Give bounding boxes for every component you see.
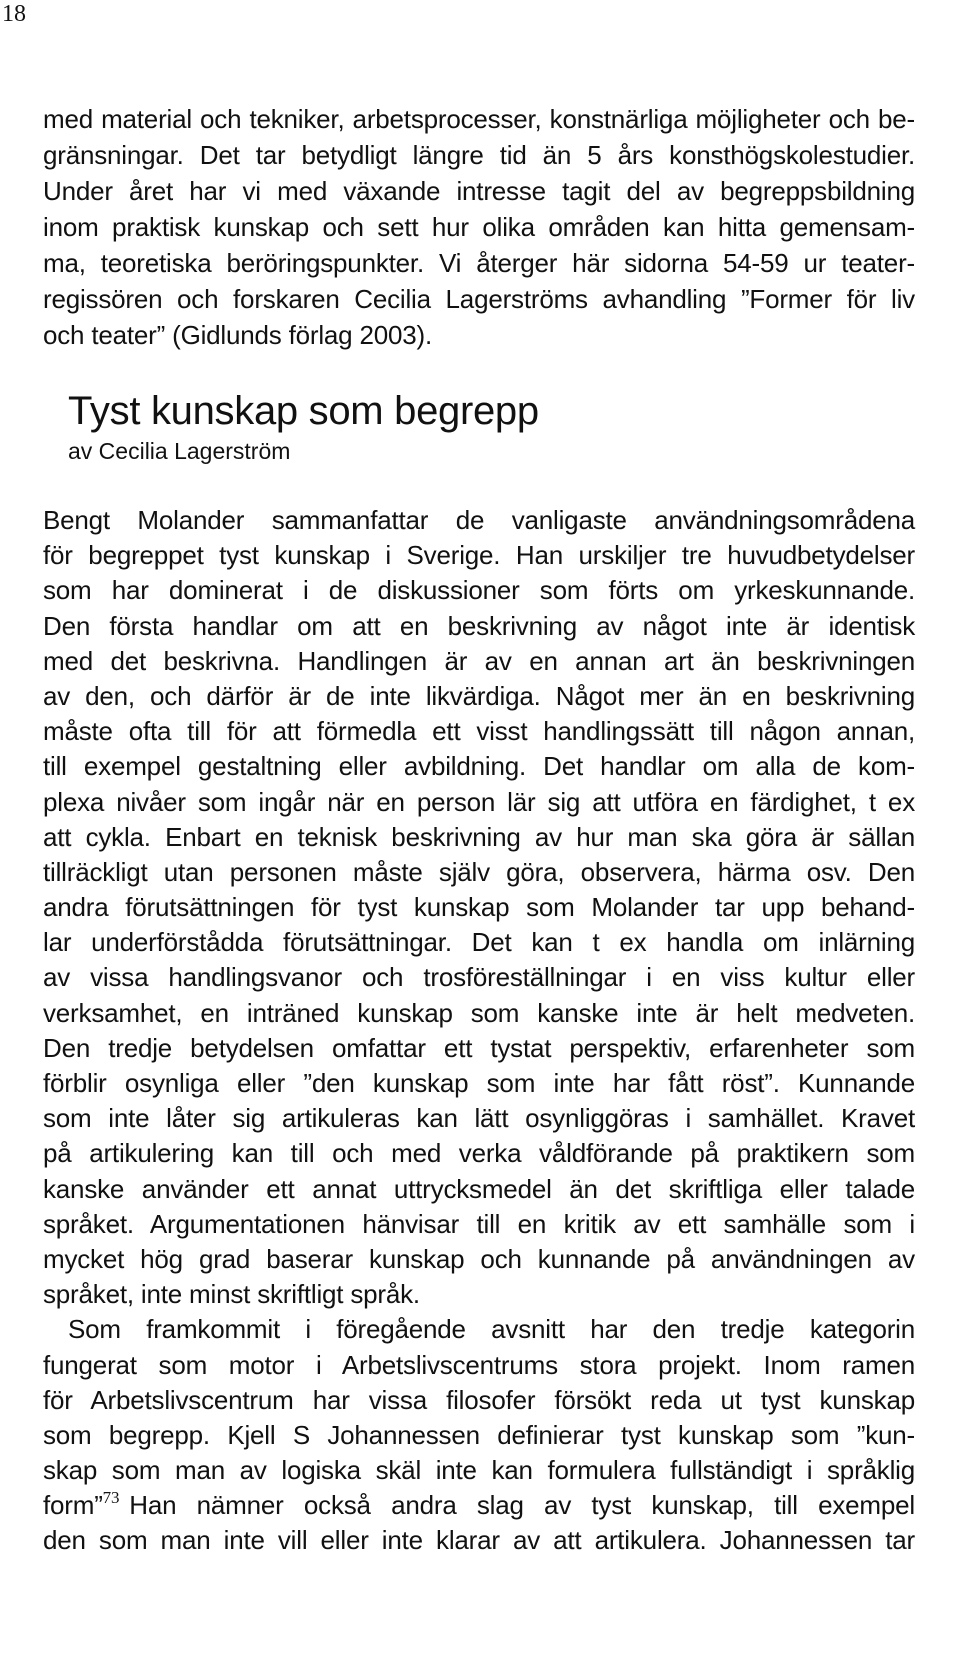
body-line: Som framkommit i föregående avsnitt har den tredje kategorin [68, 1314, 915, 1345]
body-line: lar underförstådda förutsättningar. Det kan t ex handla om inlärning [43, 927, 915, 958]
body-line: som inte låter sig artikuleras kan lätt osynliggöras i samhället. Kravet [43, 1103, 915, 1134]
body-line: Den tredje betydelsen omfattar ett tystat perspektiv, erfarenheter som [43, 1032, 915, 1063]
intro-line: Under året har vi med växande intresse tagit del av begreppsbildning [43, 176, 915, 206]
body-line: språket, inte minst skriftligt språk. [43, 1279, 420, 1310]
article-byline: av Cecilia Lagerström [68, 438, 291, 464]
body-line: Den första handlar om att en beskrivning av något inte är identisk [43, 610, 915, 641]
body-line: kanske använder ett annat uttrycksmedel än det skriftliga eller talade [43, 1173, 915, 1204]
intro-line: inom praktisk kunskap och sett hur olika områden kan hitta gemensam- [43, 212, 915, 242]
body-line: språket. Argumentationen hänvisar till en kritik av ett samhälle som i [43, 1208, 915, 1239]
body-line: för begreppet tyst kunskap i Sverige. Han urskiljer tre huvudbetydelser [43, 540, 915, 571]
body-line: verksamhet, en inträned kunskap som kanske inte är helt medveten. [43, 997, 915, 1028]
article-body [43, 503, 915, 1559]
body-line: den som man inte vill eller inte klarar av att artikulera. Johannessen tar [43, 1525, 915, 1556]
body-line: plexa nivåer som ingår när en person lär sig att utföra en färdighet, t ex [43, 786, 915, 817]
body-line: skap som man av logiska skäl inte kan formulera fullständigt i språklig [43, 1455, 915, 1486]
intro-line: och teater” (Gidlunds förlag 2003). [43, 320, 432, 350]
body-line: tillräckligt utan personen måste själv göra, observera, härma osv. Den [43, 856, 915, 887]
body-line: av vissa handlingsvanor och trosföreställningar i en viss kultur eller [43, 962, 915, 993]
footnote-marker: 73 [102, 1488, 120, 1508]
body-line: som har dominerat i de diskussioner som förts om yrkeskunnande. [43, 575, 915, 606]
body-line: för Arbetslivscentrum har vissa filosofer försökt reda ut tyst kunskap [43, 1384, 915, 1415]
body-text: Han nämner också andra slag av tyst kunskap, till exempel [129, 1490, 915, 1521]
body-line: måste ofta till för att förmedla ett visst handlingssätt till någon annan, [43, 716, 915, 747]
body-line: att cykla. Enbart en teknisk beskrivning av hur man ska göra är sällan [43, 821, 915, 852]
body-line: fungerat som motor i Arbetslivscentrums stora projekt. Inom ramen [43, 1349, 915, 1380]
body-line: till exempel gestaltning eller avbildning. Det handlar om alla de kom- [43, 751, 915, 782]
body-line: på artikulering kan till och med verka våldförande på praktikern som [43, 1138, 915, 1169]
intro-paragraph [43, 101, 915, 353]
body-line: som begrepp. Kjell S Johannessen definierar tyst kunskap som ”kun- [43, 1419, 915, 1450]
body-line: av den, och därför är de inte likvärdiga. Något mer än en beskrivning [43, 680, 915, 711]
body-line: med det beskrivna. Handlingen är av en annan art än beskrivningen [43, 645, 915, 676]
intro-line: regissören och forskaren Cecilia Lagerströms avhandling ”Former för liv [43, 284, 915, 314]
intro-line: med material och tekniker, arbetsprocesser, konstnärliga möjligheter och be- [43, 104, 915, 134]
body-line: andra förutsättningen för tyst kunskap som Molander tar upp behand- [43, 892, 915, 923]
article-title: Tyst kunskap som begrepp [68, 389, 539, 433]
intro-line: gränsningar. Det tar betydligt längre tid än 5 års konsthögskolestudier. [43, 140, 915, 170]
body-line: mycket hög grad baserar kunskap och kunnande på användningen av [43, 1243, 915, 1274]
page-number: 18 [2, 1, 26, 27]
body-line-with-footnote [43, 1488, 915, 1523]
intro-line: ma, teoretiska beröringspunkter. Vi återger här sidorna 54-59 ur teater- [43, 248, 915, 278]
body-line: Bengt Molander sammanfattar de vanligaste användningsområdena [43, 505, 915, 535]
body-text: form” [43, 1490, 103, 1521]
body-line: förblir osynliga eller ”den kunskap som inte har fått röst”. Kunnande [43, 1068, 915, 1098]
